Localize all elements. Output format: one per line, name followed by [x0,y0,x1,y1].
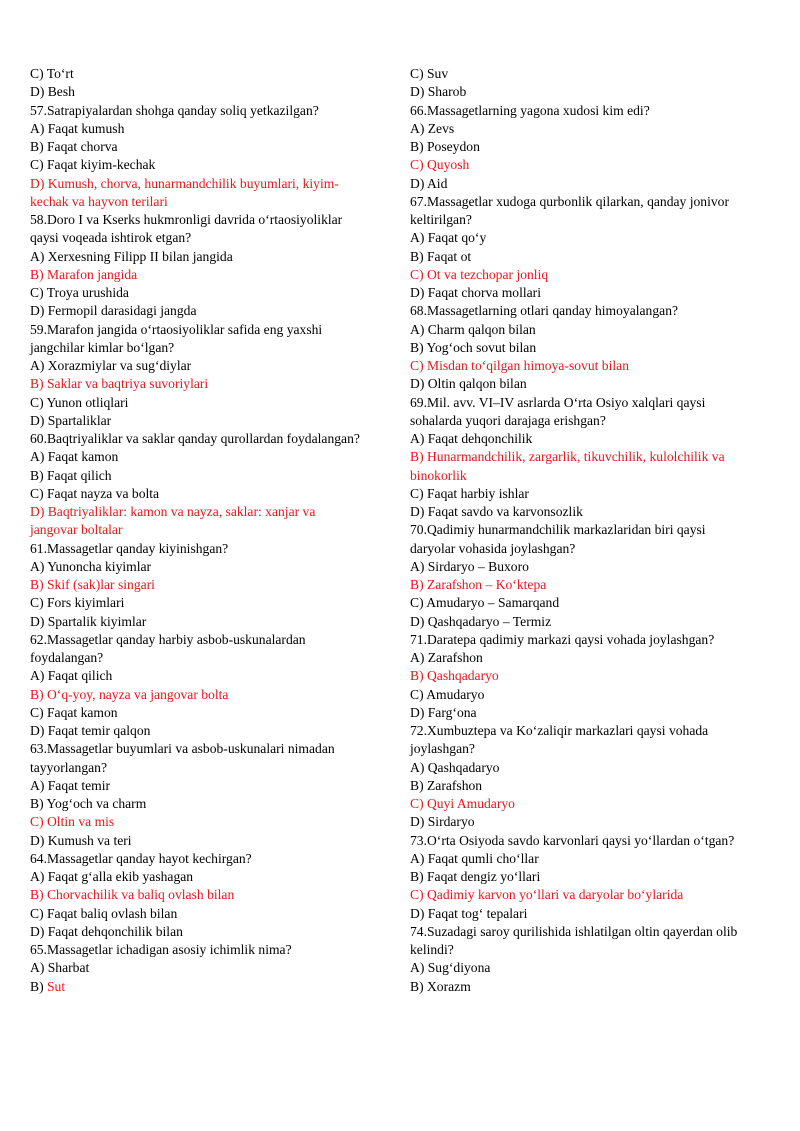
answer-option: C) Troya urushida [30,285,129,300]
answer-option: B) Faqat chorva [30,139,118,154]
answer-option: C) Faqat nayza va bolta [30,485,160,501]
answer-option: C) Faqat kiyim-kechak [30,157,156,173]
question-text: 72.Xumbuztepa va Ko‘zaliqir markazlari qaysi vohada [410,723,709,738]
answer-option: B) Faqat qilich [30,467,112,483]
answer-option: C) Amudaryo – Samarqand [410,595,560,611]
answer-option: D) Kumush va teri [30,832,132,848]
correct-answer-option: B) Zarafshon – Ko‘ktepa [410,577,547,592]
answer-option: A) Sharbat [30,960,90,976]
answer-option: A) Faqat qumli cho‘llar [410,850,539,866]
left-column [30,65,392,996]
answer-option: C) Faqat baliq ovlash bilan [30,905,178,921]
answer-option: D) Spartalik kiyimlar [30,613,147,629]
answer-option: A) Sirdaryo – Buxoro [410,558,529,574]
text-continuation: sohalarda yuqori darajaga erishgan? [410,412,606,428]
answer-option: D) Faqat savdo va karvonsozlik [410,504,583,519]
correct-answer-option [30,978,392,996]
answer-option: D) Sharob [410,84,467,100]
text-continuation: qaysi voqeada ishtirok etgan? [30,230,192,246]
answer-option: C) Amudaryo [410,686,485,702]
right-column [410,65,772,996]
question-text: 71.Daratepa qadimiy markazi qaysi vohada joylashgan? [410,631,715,647]
correct-answer-option: D) Baqtriyaliklar: kamon va nayza, saklar: xanjar va [30,504,316,519]
correct-answer-option: C) Misdan to‘qilgan himoya-sovut bilan [410,358,629,373]
correct-answer-option: C) Quyosh [410,157,470,173]
correct-answer-option: B) Hunarmandchilik, zargarlik, tikuvchilik, kulolchilik va [410,449,725,465]
answer-option: D) Fermopil darasidagi jangda [30,303,197,319]
answer-option: B) Zarafshon [410,777,483,793]
correct-answer-text: Sut [47,978,66,994]
answer-option: A) Faqat g‘alla ekib yashagan [30,869,194,884]
answer-option: B) Poseydon [410,139,480,154]
answer-option: D) Faqat dehqonchilik bilan [30,923,183,939]
answer-option: A) Qashqadaryo [410,759,500,775]
answer-option: A) Faqat kumush [30,120,125,136]
answer-option: D) Farg‘ona [410,704,477,720]
correct-answer-option: C) Quyi Amudaryo [410,796,515,811]
text-continuation: tayyorlangan? [30,759,107,775]
answer-option: A) Charm qalqon bilan [410,321,536,337]
answer-option: A) Faqat dehqonchilik [410,431,533,446]
answer-option: D) Besh [30,84,75,100]
correct-answer-option: D) Kumush, chorva, hunarmandchilik buyumlari, kiyim- [30,175,339,191]
text-continuation: foydalangan? [30,650,104,665]
question-text: 69.Mil. avv. VI–IV asrlarda O‘rta Osiyo xalqlari qaysi [410,394,706,410]
answer-option: B) Yog‘och va charm [30,796,147,811]
answer-option: C) Yunon otliqlari [30,394,129,410]
answer-option: C) Faqat kamon [30,704,118,720]
answer-option: B) Faqat ot [410,248,472,264]
correct-answer-option: B) Chorvachilik va baliq ovlash bilan [30,887,235,903]
question-text: 66.Massagetlarning yagona xudosi kim edi? [410,102,650,118]
correct-answer-option: C) Ot va tezchopar jonliq [410,266,549,282]
correct-answer-option: C) Oltin va mis [30,814,115,830]
answer-option: B) Xorazm [410,978,471,994]
question-text: 62.Massagetlar qanday harbiy asbob-uskunalardan [30,631,306,647]
question-text: 73.O‘rta Osiyoda savdo karvonlari qaysi yo‘llardan o‘tgan? [410,832,735,848]
question-text: 70.Qadimiy hunarmandchilik markazlaridan biri qaysi [410,522,706,538]
answer-option: C) Suv [410,66,449,81]
question-text: 57.Satrapiyalardan shohga qanday soliq yetkazilgan? [30,102,319,118]
answer-option: A) Xorazmiylar va sug‘diylar [30,358,192,373]
answer-option: D) Faqat chorva mollari [410,285,541,300]
correct-answer-option: B) Saklar va baqtriya suvoriylari [30,376,209,392]
answer-option: D) Aid [410,175,448,191]
question-text: 67.Massagetlar xudoga qurbonlik qilarkan, qanday jonivor [410,193,730,209]
correct-answer-continuation: kechak va hayvon terilari [30,193,168,209]
answer-option: D) Spartaliklar [30,412,112,428]
correct-answer-option: B) Marafon jangida [30,266,138,282]
answer-option: D) Oltin qalqon bilan [410,376,527,392]
answer-option: A) Sug‘diyona [410,960,491,976]
answer-option: C) Fors kiyimlari [30,595,125,611]
answer-option: D) Sirdaryo [410,814,475,830]
text-continuation: jangchilar kimlar bo‘lgan? [30,339,175,355]
answer-option: C) Faqat harbiy ishlar [410,485,529,501]
answer-option: A) Faqat qo‘y [410,230,487,246]
question-text: 64.Massagetlar qanday hayot kechirgan? [30,850,252,866]
question-text: 74.Suzadagi saroy qurilishida ishlatilgan oltin qayerdan olib [410,923,738,939]
correct-answer-option: C) Qadimiy karvon yo‘llari va daryolar bo‘ylarida [410,887,684,903]
question-text: 63.Massagetlar buyumlari va asbob-uskunalari nimadan [30,741,335,757]
answer-option: D) Qashqadaryo – Termiz [410,613,552,629]
answer-option: A) Faqat qilich [30,668,113,684]
correct-answer-option: B) Skif (sak)lar singari [30,577,155,592]
question-text: 68.Massagetlarning otlari qanday himoyalangan? [410,303,679,319]
answer-option: B) Yog‘och sovut bilan [410,339,537,355]
answer-option: A) Faqat temir [30,777,111,793]
question-text: 59.Marafon jangida o‘rtaosiyoliklar safida eng yaxshi [30,321,323,337]
question-text: 58.Doro I va Kserks hukmronligi davrida o‘rtaosiyoliklar [30,212,343,227]
question-text: 65.Massagetlar ichadigan asosiy ichimlik nima? [30,942,292,957]
answer-option: A) Yunoncha kiyimlar [30,558,152,574]
answer-option: A) Zevs [410,120,455,136]
correct-answer-option: B) O‘q-yoy, nayza va jangovar bolta [30,686,229,702]
text-continuation: joylashgan? [410,741,475,757]
correct-answer-continuation: binokorlik [410,467,467,483]
correct-answer-continuation: jangovar boltalar [30,522,123,538]
text-continuation: daryolar vohasida joylashgan? [410,540,576,556]
text-continuation: keltirilgan? [410,212,472,227]
answer-option: D) Faqat tog‘ tepalari [410,905,528,921]
answer-option: A) Xerxesning Filipp II bilan jangida [30,248,233,264]
answer-option: B) Faqat dengiz yo‘llari [410,869,541,884]
text-continuation: kelindi? [410,942,454,957]
correct-answer-option: B) Qashqadaryo [410,668,499,684]
answer-option: C) To‘rt [30,66,74,81]
question-text: 61.Massagetlar qanday kiyinishgan? [30,540,229,556]
answer-option: A) Zarafshon [410,650,483,665]
answer-option: A) Faqat kamon [30,449,119,465]
answer-option: D) Faqat temir qalqon [30,723,151,738]
question-text: 60.Baqtriyaliklar va saklar qanday qurollardan foydalangan? [30,431,360,446]
option-letter: B) [30,978,47,994]
